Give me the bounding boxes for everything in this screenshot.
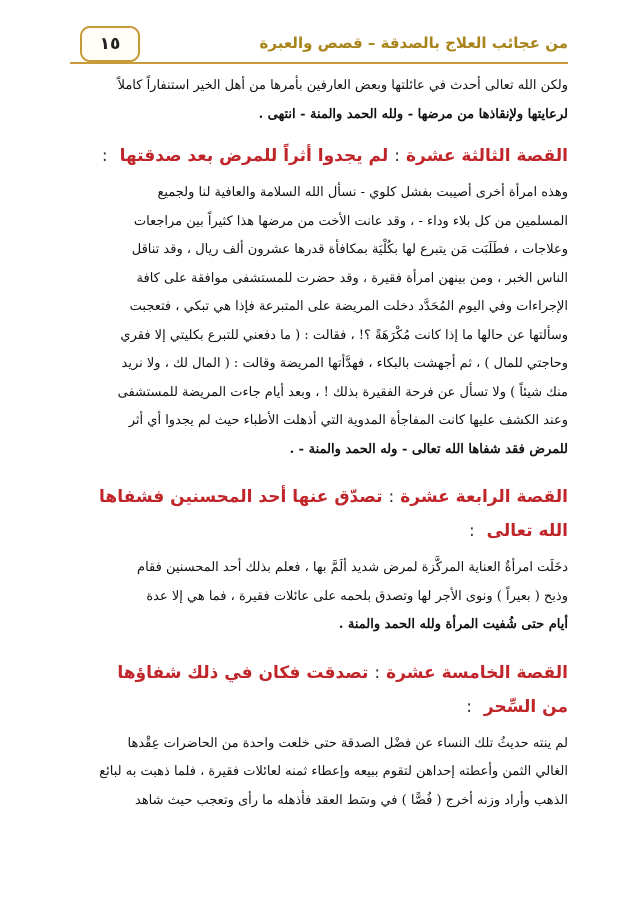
- story-14-heading: [70, 480, 568, 514]
- text-line: لم ينته حديثُ تلك النساء عن فضْل الصدقة حتى خلعت واحدة من الحاضرات عِقْدها: [127, 735, 568, 751]
- story-subtitle: تصدّق عنها أحد المحسنين فشفاها: [99, 487, 383, 507]
- heading-separator: :: [374, 662, 381, 683]
- heading-end-colon: :: [101, 146, 108, 166]
- story-subtitle-continued: الله تعالى: [486, 521, 568, 541]
- story-title: القصة الخامسة عشرة: [386, 662, 568, 683]
- text-line: المسلمين من كل بلاء وداء - ، وقد عانت الأخت من مرضها هذا كثيراً بين مراجعات: [133, 213, 568, 229]
- story-title: القصة الرابعة عشرة: [400, 487, 568, 507]
- page-number: ١٥: [99, 34, 121, 54]
- running-title: من عجائب العلاج بالصدقة – قصص والعبرة: [259, 34, 568, 52]
- heading-end-colon: :: [466, 696, 472, 717]
- text-line: للمرض فقد شفاها الله تعالى - وله الحمد والمنة - .: [289, 441, 568, 457]
- text-line: دخَلَت امرأةٌ العناية المركَّزة لمرض شديد ألَمَّ بها ، فعلم بذلك أحد المحسنين فقام: [137, 560, 568, 575]
- story-14-body: [70, 554, 568, 640]
- story-subtitle-continued: من السِّحر: [483, 696, 568, 717]
- text-line: وعلاجات ، فطَلَبَت مَن يتبرع لها بكُلْيَة بمكافأة قدرها عشرون ألف ريال ، وقد تناقل: [131, 242, 568, 257]
- text-line: الناس الخبر ، ومن بينهن امرأة فقيرة ، وقد حضرت للمستشفى موافقة على كافة: [136, 270, 568, 286]
- intro-paragraph: [70, 72, 568, 129]
- header-divider: [70, 62, 568, 64]
- heading-end-colon: :: [469, 521, 475, 541]
- text-line: وعند الكشف عليها كانت المفاجأة المدوية التي أذهلت الأطباء حيث لم يجدوا أي أثر: [128, 413, 568, 428]
- story-subtitle: تصدقت فكان في ذلك شفاؤها: [117, 662, 369, 683]
- story-13-body: [70, 179, 568, 464]
- text-line: ولكن الله تعالى أحدث في عائلتها وبعض العارفين بأمرها من أهل الخير استنفاراً كاملاً: [117, 78, 568, 93]
- story-15-heading: [70, 656, 568, 690]
- heading-separator: :: [388, 487, 395, 507]
- text-line: وهذه امرأة أخرى أصيبت بفشل كلوي - نسأل الله السلامة والعافية لنا ولجميع: [157, 185, 568, 200]
- text-line: أيام حتى شُفيت المرأة ولله الحمد والمنة .: [338, 617, 568, 632]
- page-number-badge: [80, 26, 140, 62]
- text-line: وذبح ( بعيراً ) ونوى الأجر لها وتصدق بلحمه على عائلات فقيرة ، فما هي إلا عدة: [146, 588, 568, 604]
- story-title: القصة الثالثة عشرة: [405, 146, 568, 166]
- text-line: الذهب وأراد وزنه أخرج ( فُصًّا ) في وسَط العقد فأذهله ما رأى وتعجب حيث شاهد: [135, 792, 568, 808]
- text-line: وحاجتي للمال ) ، ثم أجهشت بالبكاء ، فهدَّأتها المريضة وقالت : ( المال لك ، ولا نريد: [121, 356, 568, 371]
- story-15-body: [70, 730, 568, 816]
- story-15-heading-line2: [70, 690, 568, 724]
- text-line: لرعايتها ولإنقاذها من مرضها - ولله الحمد والمنة - انتهى .: [258, 106, 568, 122]
- text-line: وسألتها عن حالها ما إذا كانت مُكْرَهَةً ؟! ، فقالت : ( ما دفعني للتبرع بكليتي إلا فقري: [120, 327, 568, 343]
- story-13-heading: [70, 139, 568, 173]
- heading-separator: :: [394, 146, 400, 166]
- main-text: [70, 72, 568, 815]
- text-line: منك شيئاً ) ولا تسأل عن فرحة الفقيرة بذلك ! ، وبعد أيام جاءت المريضة للمستشفى: [117, 384, 568, 400]
- text-line: الإجراءات وفي اليوم المُحَدَّد دخلت المريضة على المتبرعة فإذا هي تبكي ، فتعجبت: [129, 299, 568, 314]
- text-line: الغالي الثمن وأعطته إحداهن لتقوم ببيعه وإعطاء ثمنه لعائلات فقيرة ، فلما ذهبت به لبائع: [99, 764, 568, 779]
- story-subtitle: لم يجدوا أثراً للمرض بعد صدقتها: [119, 146, 389, 166]
- story-14-heading-line2: [70, 514, 568, 548]
